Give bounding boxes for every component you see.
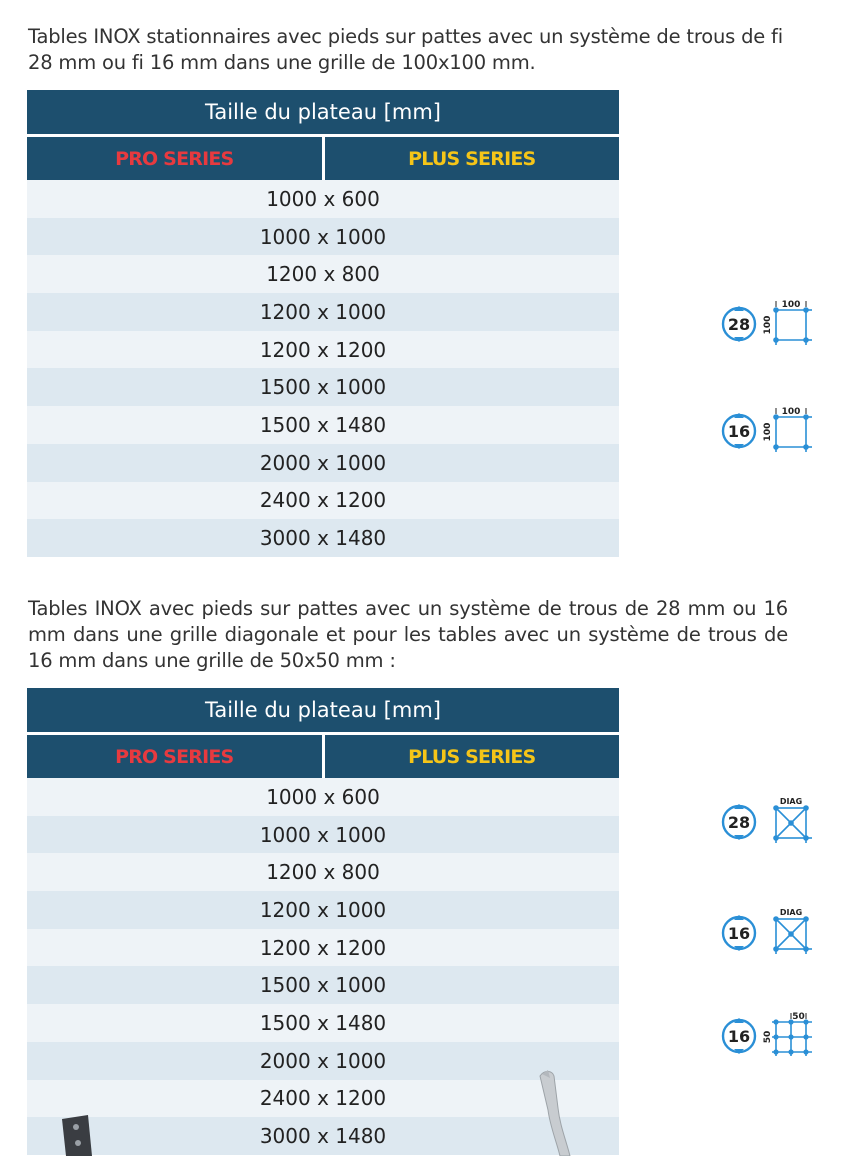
intro-text-section-1: Tables INOX stationnaires avec pieds sur pattes avec un système de trous de fi 28 mm ou fi 16 mm dans une grille de 100x100 mm. xyxy=(28,25,783,74)
table-row: 1500 x 1000 xyxy=(27,368,619,406)
table-row: 1200 x 1000 xyxy=(27,891,619,929)
svg-text:100: 100 xyxy=(763,315,773,335)
svg-text:DIAG: DIAG xyxy=(779,908,803,917)
hole-16-grid-100-icon xyxy=(720,405,820,453)
svg-text:100: 100 xyxy=(781,300,801,310)
svg-text:DIAG: DIAG xyxy=(779,797,803,806)
table-row: 3000 x 1480 xyxy=(27,1117,619,1155)
table-row: 1500 x 1480 xyxy=(27,1004,619,1042)
series-header xyxy=(27,134,619,180)
table-row: 1000 x 1000 xyxy=(27,218,619,256)
table-row: 3000 x 1480 xyxy=(27,519,619,557)
svg-text:16: 16 xyxy=(727,422,751,441)
table-row: 1200 x 800 xyxy=(27,853,619,891)
table-row: 1500 x 1000 xyxy=(27,966,619,1004)
series-header xyxy=(27,732,619,778)
table-row: 1200 x 1200 xyxy=(27,929,619,967)
hole-16-grid-50-icon xyxy=(720,1010,820,1058)
intro-text-section-2: Tables INOX avec pieds sur pattes avec un système de trous de 28 mm ou 16 mm dans une grille diagonale et pour les tables avec un système de trous de 16 mm dans une grille de 50x50 mm : xyxy=(28,597,788,672)
table-row: 2000 x 1000 xyxy=(27,444,619,482)
hole-16-diag-icon xyxy=(720,907,820,955)
table-row: 1200 x 800 xyxy=(27,255,619,293)
svg-text:100: 100 xyxy=(781,407,801,417)
hole-28-grid-100-icon xyxy=(720,298,820,346)
table-title: Taille du plateau [mm] xyxy=(27,688,619,732)
table-row: 2400 x 1200 xyxy=(27,1080,619,1118)
plus-series-label: PLUS SERIES xyxy=(322,735,620,778)
svg-text:100: 100 xyxy=(763,422,773,442)
svg-text:16: 16 xyxy=(727,924,751,943)
table-row: 1500 x 1480 xyxy=(27,406,619,444)
svg-text:16: 16 xyxy=(727,1027,751,1046)
table-row: 1000 x 600 xyxy=(27,778,619,816)
table-rows xyxy=(27,180,619,557)
svg-text:28: 28 xyxy=(727,813,751,832)
hole-28-diag-icon xyxy=(720,796,820,844)
table-row: 1000 x 1000 xyxy=(27,816,619,854)
table-row: 1000 x 600 xyxy=(27,180,619,218)
table-plateau-sizes-1 xyxy=(27,90,619,557)
svg-text:50: 50 xyxy=(763,1030,773,1044)
pro-series-label: PRO SERIES xyxy=(27,735,322,778)
plus-series-label: PLUS SERIES xyxy=(322,137,620,180)
pro-series-label: PRO SERIES xyxy=(27,137,322,180)
table-row: 1200 x 1000 xyxy=(27,293,619,331)
table-title: Taille du plateau [mm] xyxy=(27,90,619,134)
table-row: 2000 x 1000 xyxy=(27,1042,619,1080)
table-leg-bracket-image xyxy=(56,1115,96,1156)
svg-text:50: 50 xyxy=(792,1012,805,1022)
table-row: 1200 x 1200 xyxy=(27,331,619,369)
table-row: 2400 x 1200 xyxy=(27,482,619,520)
clamp-tool-image xyxy=(530,1068,574,1156)
svg-text:28: 28 xyxy=(727,315,751,334)
